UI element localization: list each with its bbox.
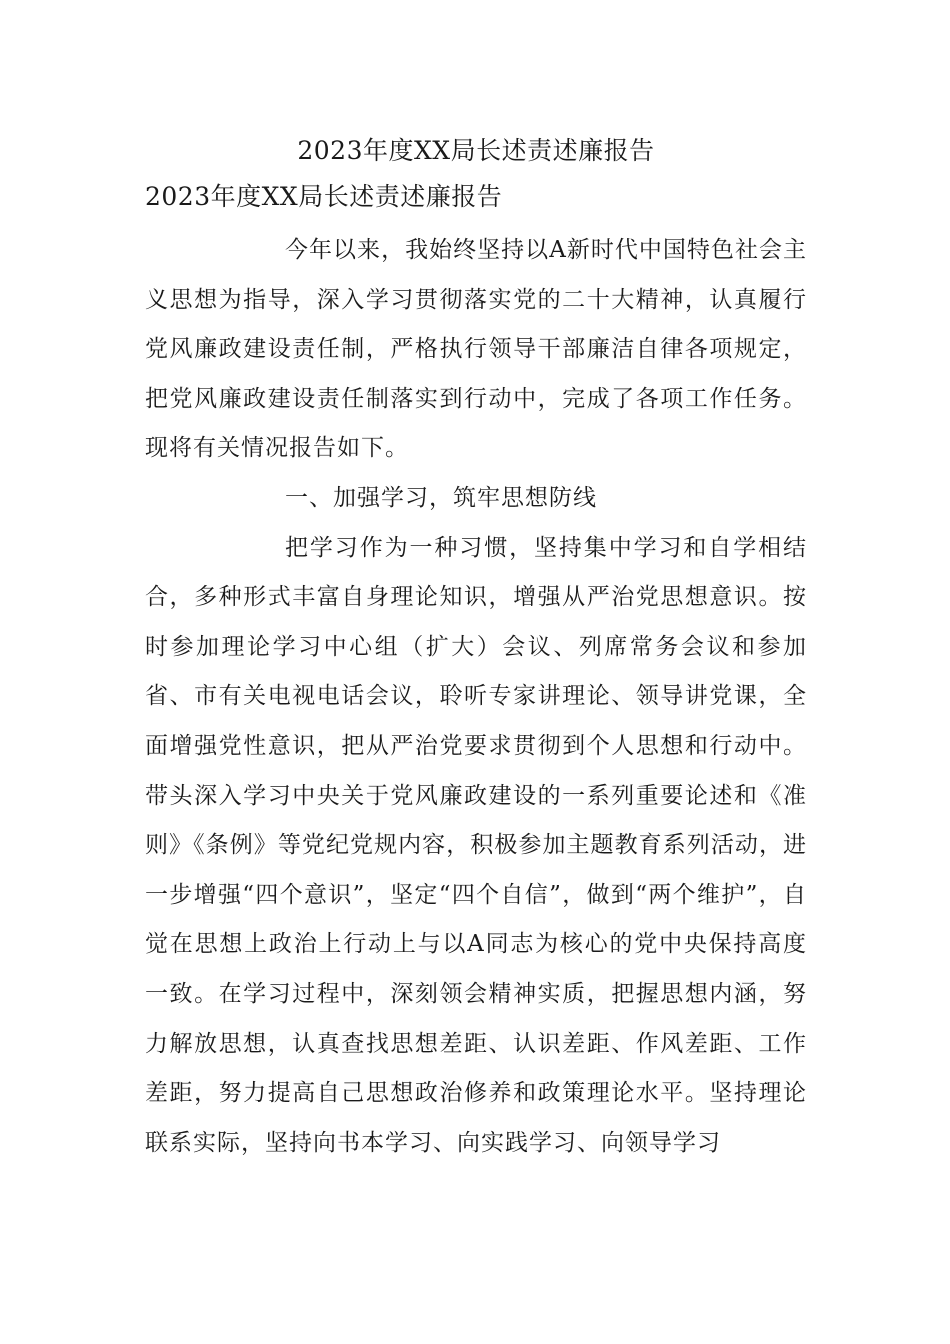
document-subtitle: 2023年度XX局长述责述廉报告 [145,182,503,211]
document-body [145,128,807,1168]
document-title: 2023年度XX局长述责述廉报告 [297,136,655,165]
section-body-1: 把学习作为一种习惯，坚持集中学习和自学相结合，多种形式丰富自身理论知识，增强从严治党思想意识。按时参加理论学习中心组（扩大）会议、列席常务会议和参加省、市有关电视电话会议，聆听专家讲理论、领导讲党课，全面增强党性意识，把从严治党要求贯彻到个人思想和行动中。带头深入学习中央关于党风廉政建设的一系列重要论述和《准则》《条例》等党纪党规内容，积极参加主题教育系列活动，进一步增强“四个意识”，坚定“四个自信”，做到“两个维护”，自觉在思想上政治上行动上与以A同志为核心的党中央保持高度一致。在学习过程中，深刻领会精神实质，把握思想内涵，努力解放思想，认真查找思想差距、认识差距、作风差距、工作差距，努力提高自己思想政治修养和政策理论水平。坚持理论联系实际，坚持向书本学习、向实践学习、向领导学习 [145,534,807,1156]
intro-paragraph: 今年以来，我始终坚持以A新时代中国特色社会主义思想为指导，深入学习贯彻落实党的二十大精神，认真履行党风廉政建设责任制，严格执行领导干部廉洁自律各项规定，把党风廉政建设责任制落实到行动中，完成了各项工作任务。现将有关情况报告如下。 [145,237,807,462]
section-heading-1: 一、加强学习，筑牢思想防线 [285,484,597,511]
